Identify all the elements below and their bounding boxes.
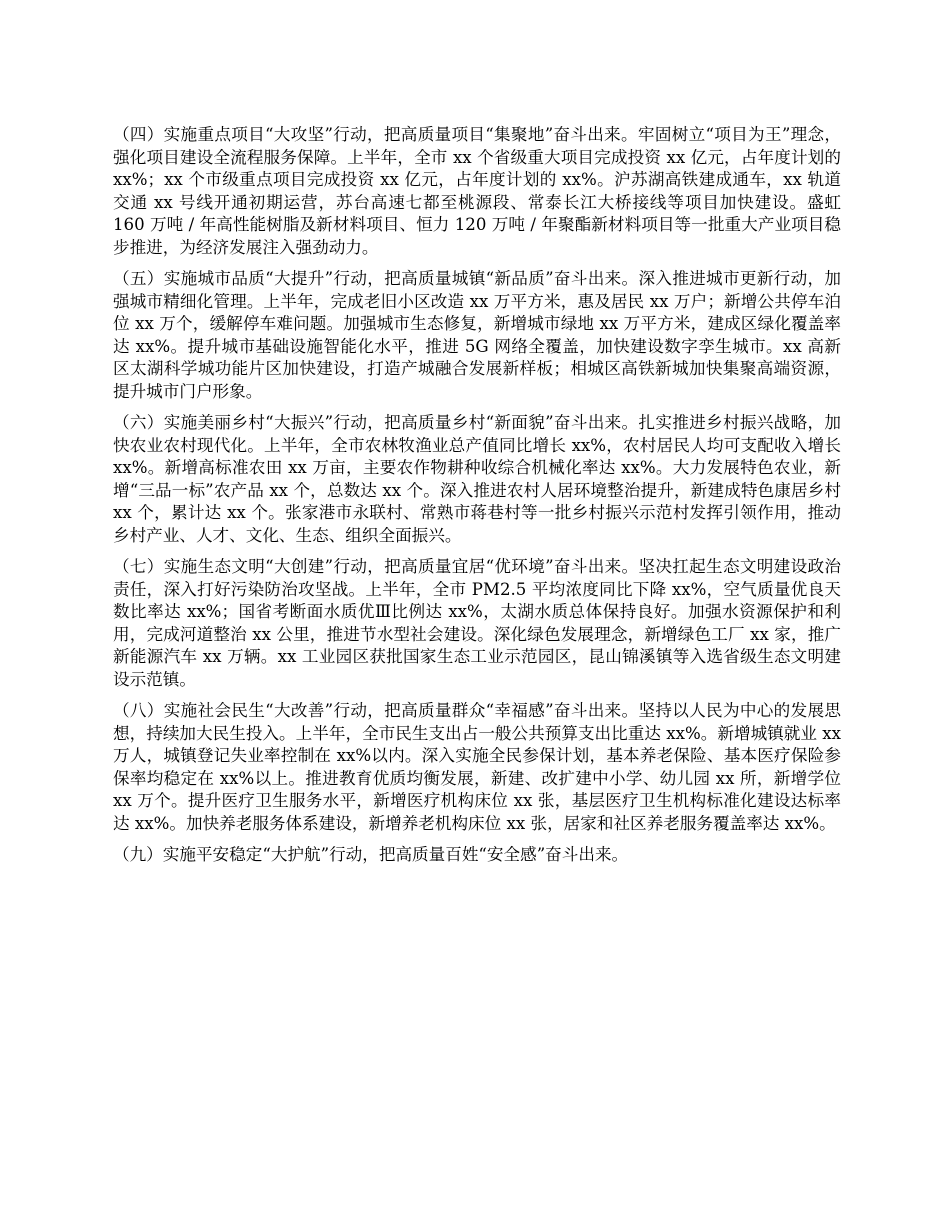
paragraph-section-9: （九）实施平安稳定“大护航”行动，把高质量百姓“安全感”奋斗出来。 (113, 845, 629, 864)
paragraph-section-6: （六）实施美丽乡村“大振兴”行动，把高质量乡村“新面貌”奋斗出来。扎实推进乡村振兴战略，加快农业农村现代化。上半年，全市农林牧渔业总产值同比增长 xx%，农村居民人均可支配收入增长 xx%。新增高标准农田 xx 万亩，主要农作物耕种收综合机械化率达 xx%。大力发展特色农业，新增“三品一标”农产品 xx 个，总数达 xx 个。深入推进农村人居环境整治提升，新建成特色康居乡村 xx 个，累计达 xx 个。张家港市永联村、常熟市蒋巷村等一批乡村振兴示范村发挥引领作用，推动乡村产业、人才、文化、生态、组织全面振兴。 (113, 413, 841, 545)
paragraph-section-5: （五）实施城市品质“大提升”行动，把高质量城镇“新品质”奋斗出来。深入推进城市更新行动，加强城市精细化管理。上半年，完成老旧小区改造 xx 万平方米，惠及居民 xx 万户；新增公共停车泊位 xx 万个，缓解停车难问题。加强城市生态修复，新增城市绿地 xx 万平方米，建成区绿化覆盖率达 xx%。提升城市基础设施智能化水平，推进 5G 网络全覆盖，加快建设数字孪生城市。xx 高新区太湖科学城功能片区加快建设，打造产城融合发展新样板；相城区高铁新城加快集聚高端资源，提升城市门户形象。 (113, 269, 841, 401)
document-body (113, 124, 841, 876)
paragraph-section-7: （七）实施生态文明“大创建”行动，把高质量宜居“优环境”奋斗出来。坚决扛起生态文明建设政治责任，深入打好污染防治攻坚战。上半年，全市 PM2.5 平均浓度同比下降 xx%，空气质量优良天数比率达 xx%；国省考断面水质优Ⅲ比例达 xx%，太湖水质总体保持良好。加强水资源保护和利用，完成河道整治 xx 公里，推进节水型社会建设。深化绿色发展理念，新增绿色工厂 xx 家，推广新能源汽车 xx 万辆。xx 工业园区获批国家生态工业示范园区，昆山锦溪镇等入选省级生态文明建设示范镇。 (113, 557, 841, 689)
paragraph-section-4: （四）实施重点项目“大攻坚”行动，把高质量项目“集聚地”奋斗出来。牢固树立“项目为王”理念，强化项目建设全流程服务保障。上半年，全市 xx 个省级重大项目完成投资 xx 亿元，占年度计划的 xx%；xx 个市级重点项目完成投资 xx 亿元，占年度计划的 xx%。沪苏湖高铁建成通车，xx 轨道交通 xx 号线开通初期运营，苏台高速七都至桃源段、常泰长江大桥接线等项目加快建设。盛虹 160 万吨 / 年高性能树脂及新材料项目、恒力 120 万吨 / 年聚酯新材料项目等一批重大产业项目稳步推进，为经济发展注入强劲动力。 (113, 125, 841, 257)
paragraph-section-8: （八）实施社会民生“大改善”行动，把高质量群众“幸福感”奋斗出来。坚持以人民为中心的发展思想，持续加大民生投入。上半年，全市民生支出占一般公共预算支出比重达 xx%。新增城镇就业 xx 万人，城镇登记失业率控制在 xx%以内。深入实施全民参保计划，基本养老保险、基本医疗保险参保率均稳定在 xx%以上。推进教育优质均衡发展，新建、改扩建中小学、幼儿园 xx 所，新增学位 xx 万个。提升医疗卫生服务水平，新增医疗机构床位 xx 张，基层医疗卫生机构标准化建设达标率达 xx%。加快养老服务体系建设，新增养老机构床位 xx 张，居家和社区养老服务覆盖率达 xx%。 (113, 701, 841, 833)
